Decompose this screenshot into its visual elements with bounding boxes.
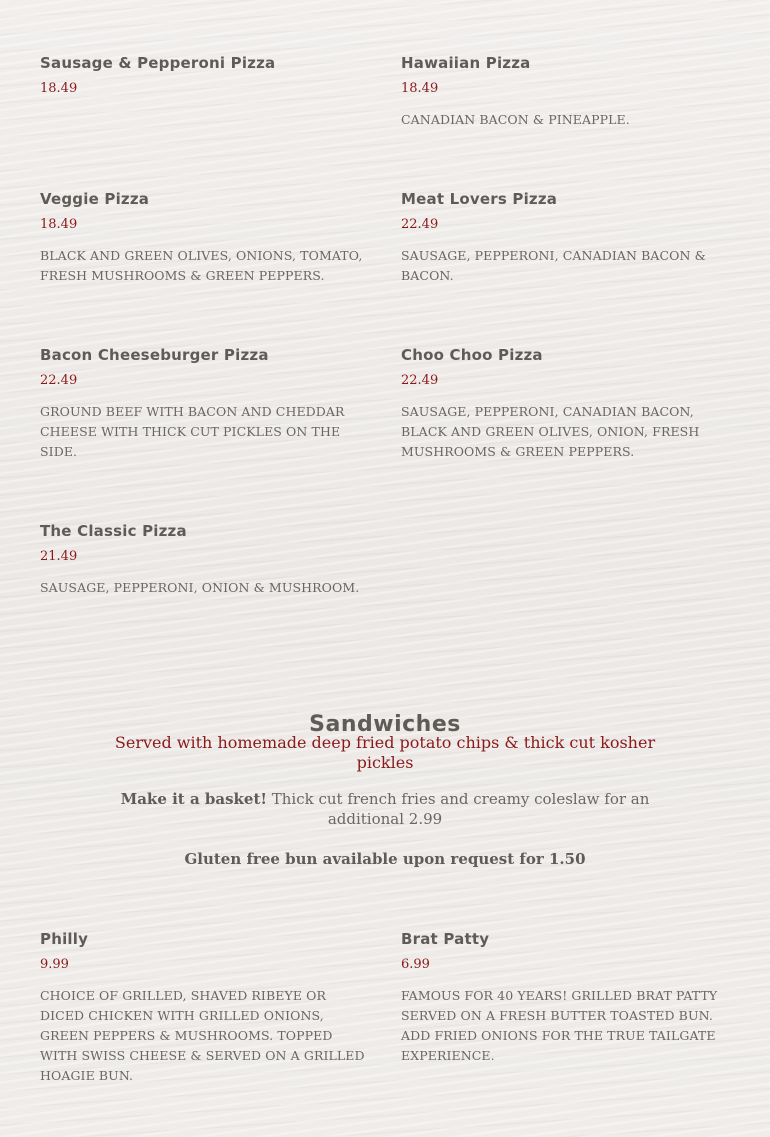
menu-item-hawaiian-pizza (401, 53, 731, 130)
menu-item-description: GROUND BEEF WITH BACON AND CHEDDAR CHEESE WITH THICK CUT PICKLES ON THE SIDE. (40, 404, 345, 459)
menu-item-name: The Classic Pizza (40, 522, 187, 540)
menu-item-name: Bacon Cheeseburger Pizza (40, 346, 269, 364)
menu-item-price: 22.49 (40, 373, 78, 388)
menu-item-veggie-pizza (40, 189, 370, 286)
menu-item-bacon-cheeseburger-pizza (40, 345, 370, 462)
menu-item-name: Hawaiian Pizza (401, 54, 531, 72)
section-subtitle: Served with homemade deep fried potato chips & thick cut kosher pickles (114, 733, 656, 772)
menu-item-name: Sausage & Pepperoni Pizza (40, 54, 276, 72)
menu-item-price: 22.49 (401, 373, 439, 388)
section-title-sandwiches: Sandwiches (309, 712, 461, 738)
menu-item-description: CHOICE OF GRILLED, SHAVED RIBEYE OR DICED CHICKEN WITH GRILLED ONIONS, GREEN PEPPERS & MUSHROOMS. TOPPED WITH SWISS CHEESE & SERVED ON A GRILLED HOAGIE BUN. (40, 988, 365, 1083)
menu-item-name: Meat Lovers Pizza (401, 190, 558, 208)
menu-item-name: Philly (40, 930, 89, 948)
menu-item-price: 6.99 (401, 957, 430, 972)
menu-item-description: SAUSAGE, PEPPERONI, CANADIAN BACON, BLACK AND GREEN OLIVES, ONION, FRESH MUSHROOMS & GREEN PEPPERS. (401, 404, 700, 459)
basket-upsell-note (110, 789, 660, 829)
basket-upsell-lead: Make it a basket! (120, 790, 267, 808)
menu-item-choo-choo-pizza (401, 345, 731, 462)
menu-item-description: SAUSAGE, PEPPERONI, CANADIAN BACON & BACON. (401, 248, 706, 283)
basket-upsell-text: Thick cut french fries and creamy coleslaw for an additional 2.99 (266, 790, 650, 828)
menu-item-price: 9.99 (40, 957, 69, 972)
menu-item-description: CANADIAN BACON & PINEAPPLE. (401, 112, 630, 127)
menu-item-sausage-pepperoni-pizza (40, 53, 370, 98)
menu-item-description: BLACK AND GREEN OLIVES, ONIONS, TOMATO, FRESH MUSHROOMS & GREEN PEPPERS. (40, 248, 363, 283)
gluten-free-note: Gluten free bun available upon request for 1.50 (184, 850, 586, 868)
menu-item-name: Choo Choo Pizza (401, 346, 543, 364)
menu-item-description: SAUSAGE, PEPPERONI, ONION & MUSHROOM. (40, 580, 360, 595)
menu-item-price: 18.49 (40, 81, 78, 96)
menu-item-price: 18.49 (401, 81, 439, 96)
menu-item-price: 22.49 (401, 217, 439, 232)
menu-item-name: Brat Patty (401, 930, 490, 948)
menu-item-meat-lovers-pizza (401, 189, 731, 286)
menu-item-price: 18.49 (40, 217, 78, 232)
menu-item-brat-patty (401, 929, 731, 1066)
menu-item-description: FAMOUS FOR 40 YEARS! GRILLED BRAT PATTY SERVED ON A FRESH BUTTER TOASTED BUN. ADD FRIED ONIONS FOR THE TRUE TAILGATE EXPERIENCE. (401, 988, 718, 1063)
menu-item-classic-pizza (40, 521, 370, 598)
menu-item-price: 21.49 (40, 549, 78, 564)
menu-item-philly (40, 929, 370, 1086)
menu-item-name: Veggie Pizza (40, 190, 150, 208)
